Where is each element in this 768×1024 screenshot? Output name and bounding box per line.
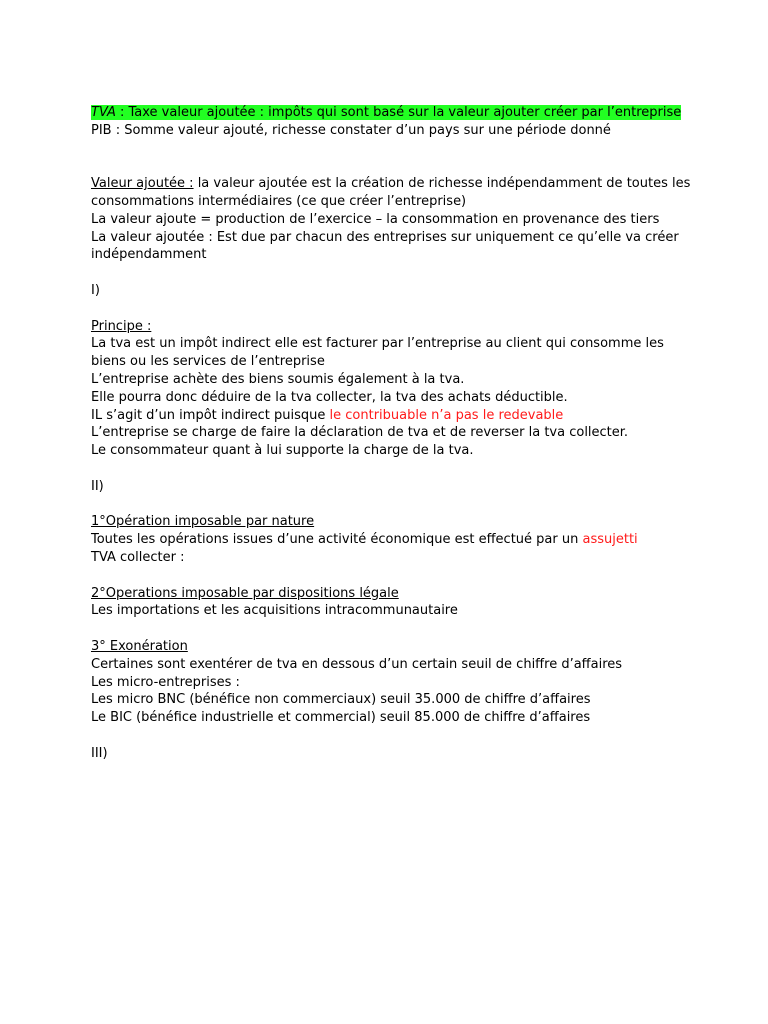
operation-3-line-4: Le BIC (bénéfice industrielle et commercial) seuil 85.000 de chiffre d’affaires [91,710,591,726]
operation-3-line-3: Les micro BNC (bénéfice non commerciaux) seuil 35.000 de chiffre d’affaires [91,692,591,708]
principe-heading [91,318,691,336]
tva-term: TVA [91,105,116,120]
operation-3-line-2: Les micro-entreprises : [91,674,240,690]
operation-2-heading-text: 2°Operations imposable par dispositions légale [91,585,399,601]
operation-2-heading [91,585,691,603]
operation-1-heading-text: 1°Opération imposable par nature [91,514,315,530]
spacer [91,496,691,514]
operation-1-text-red: assujetti [582,532,638,548]
valeur-ajoutee-due: La valeur ajoutée : Est due par chacun des entreprises sur uniquement ce qu’elle va créer indépendamment [91,229,679,263]
tva-definition [91,104,691,122]
section-one-heading: I) [91,282,100,298]
spacer [91,460,691,478]
valeur-ajoutee-text: la valeur ajoutée est la création de richesse indépendamment de toutes les consommations intermédiaires (ce que créer l’entreprise) [91,176,691,209]
operation-3-heading [91,638,691,656]
tva-highlight [91,105,681,120]
principe-line-4 [91,407,691,425]
operation-3-heading-text: 3° Exonération [91,638,188,654]
pib-definition: PIB : Somme valeur ajouté, richesse constater d’un pays sur une période donné [91,122,611,138]
principe-line-6: Le consommateur quant à lui supporte la charge de la tva. [91,443,474,459]
section-two-heading: II) [91,478,104,494]
operation-1-heading [91,513,691,531]
spacer [91,140,691,158]
spacer [91,620,691,638]
document-page [91,104,691,762]
principe-line-4-red: le contribuable n’a pas le redevable [329,407,564,423]
spacer [91,300,691,318]
section-three-heading: III) [91,745,108,761]
operation-3-line-1: Certaines sont exentérer de tva en dessous d’un certain seuil de chiffre d’affaires [91,656,623,672]
principe-line-3: Elle pourra donc déduire de la tva collecter, la tva des achats déductible. [91,389,568,405]
operation-1-text-main: Toutes les opérations issues d’une activité économique est effectué par un [91,532,583,548]
principe-line-1: La tva est un impôt indirect elle est facturer par l’entreprise au client qui consomme les biens ou les services de l’entreprise [91,336,664,370]
tva-def-text: : Taxe valeur ajoutée : impôts qui sont basé sur la valeur ajouter créer par l’entreprise [115,105,682,120]
tva-collecter-line: TVA collecter : [91,549,185,565]
valeur-ajoutee-heading: Valeur ajoutée : [91,176,194,192]
valeur-ajoutee-paragraph [91,175,691,211]
spacer [91,264,691,282]
valeur-ajoutee-formula: La valeur ajoute = production de l’exercice – la consommation en provenance des tiers [91,211,660,227]
principe-line-5: L’entreprise se charge de faire la déclaration de tva et de reverser la tva collecter. [91,425,629,441]
principe-heading-text: Principe : [91,318,152,334]
spacer [91,567,691,585]
spacer [91,157,691,175]
principe-line-4-text: IL s’agit d’un impôt indirect puisque [91,407,330,423]
principe-line-2: L’entreprise achète des biens soumis également à la tva. [91,371,465,387]
operation-1-text [91,531,691,549]
operation-2-text: Les importations et les acquisitions intracommunautaire [91,603,458,619]
spacer [91,727,691,745]
